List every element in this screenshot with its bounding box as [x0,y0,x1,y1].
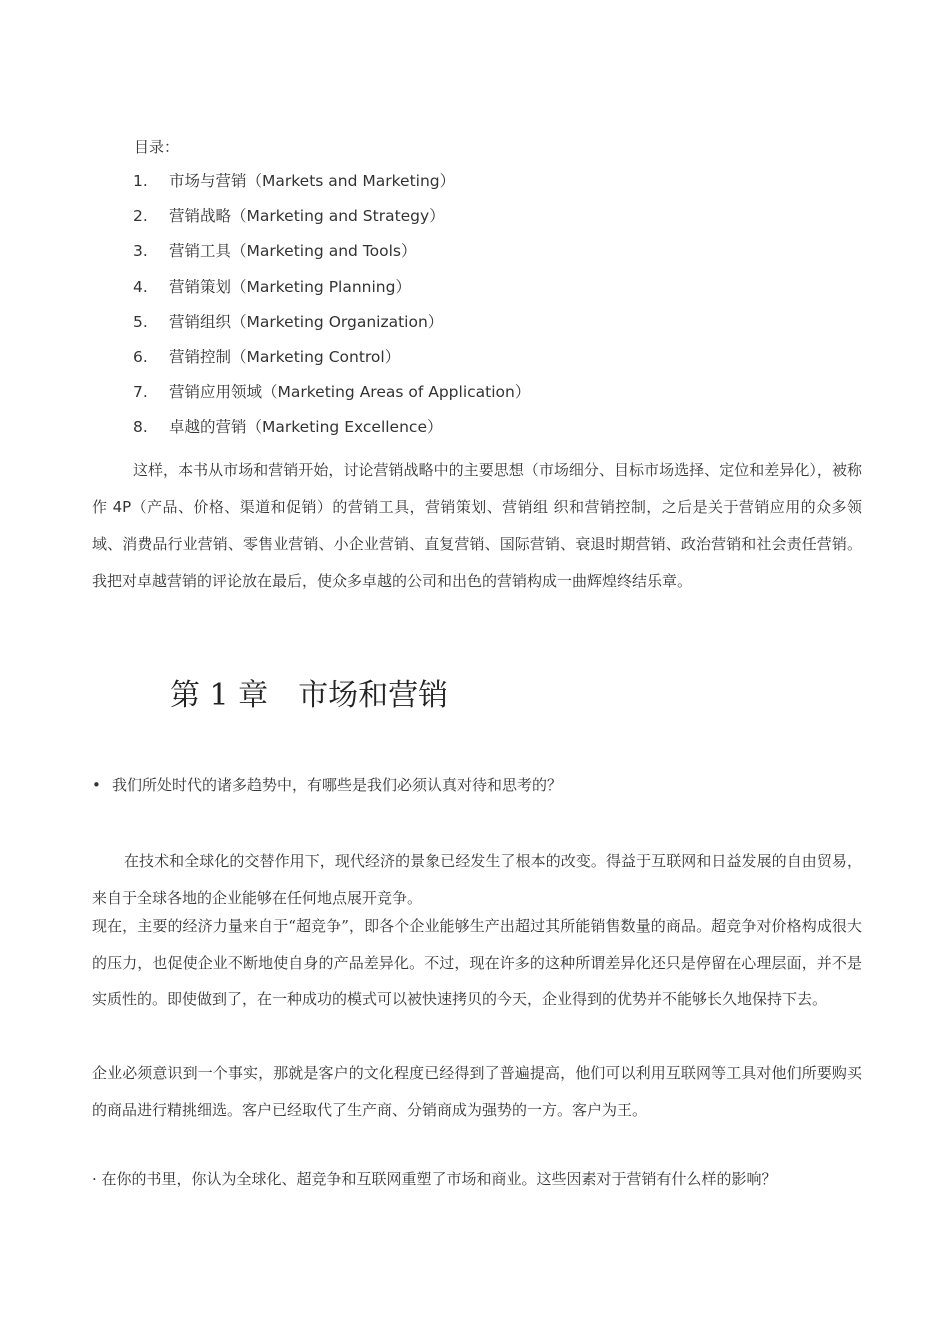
body-paragraph-1: 在技术和全球化的交替作用下，现代经济的景象已经发生了根本的改变。得益于互联网和日益发展的自由贸易，来自于全球各地的企业能够在任何地点展开竞争。 [92,852,862,907]
toc-item-close: ） [429,207,445,226]
toc-item-en: Marketing Organization [246,312,428,331]
question-2: · 在你的书里，你认为全球化、超竞争和互联网重塑了市场和商业。这些因素对于营销有什么样的影响？ [92,1170,777,1188]
toc-item-text [169,312,443,332]
toc-item-number: 8. [133,418,148,437]
toc-item-number: 4. [133,277,148,296]
toc-item [0,171,950,206]
chapter-title: 第 1 章 市场和营销 [170,678,449,713]
toc-item [0,241,950,276]
toc-item [0,382,950,417]
toc-item-number: 6. [133,347,148,366]
toc-item-number: 2. [133,207,148,226]
toc-item-text [169,417,443,437]
toc-item-text [169,382,530,402]
toc-item-number: 7. [133,383,148,402]
toc-item-zh: 营销工具（ [169,242,247,261]
body-paragraph-2: 现在，主要的经济力量来自于“超竞争”，即各个企业能够生产出超过其所能销售数量的商品。超竞争对价格构成很大的压力，也促使企业不断地使自身的产品差异化。不过，现在许多的这种所谓差异化还只是停留在心理层面，并不是实质性的。即使做到了，在一种成功的模式可以被快速拷贝的今天，企业得到的优势并不能够长久地保持下去。 [92,917,862,1008]
intro-paragraph [92,452,862,600]
toc-item-close: ） [426,418,443,437]
toc-item-text [169,277,411,297]
toc-item-text [169,241,416,261]
toc-item-en: Marketing and Tools [246,242,401,261]
toc-item [0,206,950,241]
toc-item [0,347,950,382]
toc-item [0,417,950,452]
toc-item-zh: 营销战略（ [169,207,247,226]
intro-text-part1: 这样，本书从市场和营销开始，讨论营销战略中的主要思想（市场细分、目标市场选择、定位和差异化），被称作 [92,461,862,516]
toc-item-number: 1. [133,172,148,190]
toc-item-en: Marketing Excellence [262,418,427,437]
toc-item-close: ） [439,172,456,190]
toc-item-en: Marketing Control [246,347,385,366]
bullet-icon: • [92,776,101,794]
toc-item [0,277,950,312]
toc-item-en: Marketing and Strategy [246,207,430,226]
toc-item-en: Markets and Marketing [262,172,440,190]
toc-item-close: ） [384,347,401,366]
toc-item-text [169,206,445,226]
question-1 [92,775,562,795]
toc-item-en: Marketing Areas of Application [277,383,515,402]
toc-item-text [169,347,400,367]
toc-item-number: 5. [133,312,148,331]
question-1-text: 我们所处时代的诸多趋势中，有哪些是我们必须认真对待和思考的？ [112,776,563,794]
body-paragraph-3: 企业必须意识到一个事实，那就是客户的文化程度已经得到了普遍提高，他们可以利用互联网等工具对他们所要购买的商品进行精挑细选。客户已经取代了生产商、分销商成为强势的一方。客户为王。 [92,1064,862,1119]
toc-item-number: 3. [133,242,148,261]
toc-item-text [169,171,455,191]
intro-text-part2: （产品、价格、渠道和促销）的营销工具，营销策划、营销组 织和营销控制，之后是关于营销应用的众多领域、消费品行业营销、零售业营销、小企业营销、直复营销、国际营销、衰退时期营销、政治营销和社会责任营销。我把对卓越营销的评论放在最后，使众多卓越的公司和出色的营销构成一曲辉煌终结乐章。 [92,498,862,590]
toc-item-zh: 营销应用领域（ [169,383,278,402]
toc-item-close: ） [514,383,531,402]
toc-item-close: ） [400,242,417,261]
toc-list [0,171,950,453]
intro-text-4p: 4P [107,498,132,516]
toc-item-close: ） [395,277,411,296]
toc-item-zh: 市场与营销（ [169,172,263,190]
toc-item-zh: 营销组织（ [169,312,247,331]
toc-item-zh: 营销策划（ [169,277,247,296]
toc-item-close: ） [427,312,444,331]
toc-item-zh: 营销控制（ [169,347,247,366]
toc-item-en: Marketing Planning [246,277,396,296]
toc-item-zh: 卓越的营销（ [169,418,263,437]
toc-item [0,312,950,347]
toc-heading: 目录： [134,138,180,156]
